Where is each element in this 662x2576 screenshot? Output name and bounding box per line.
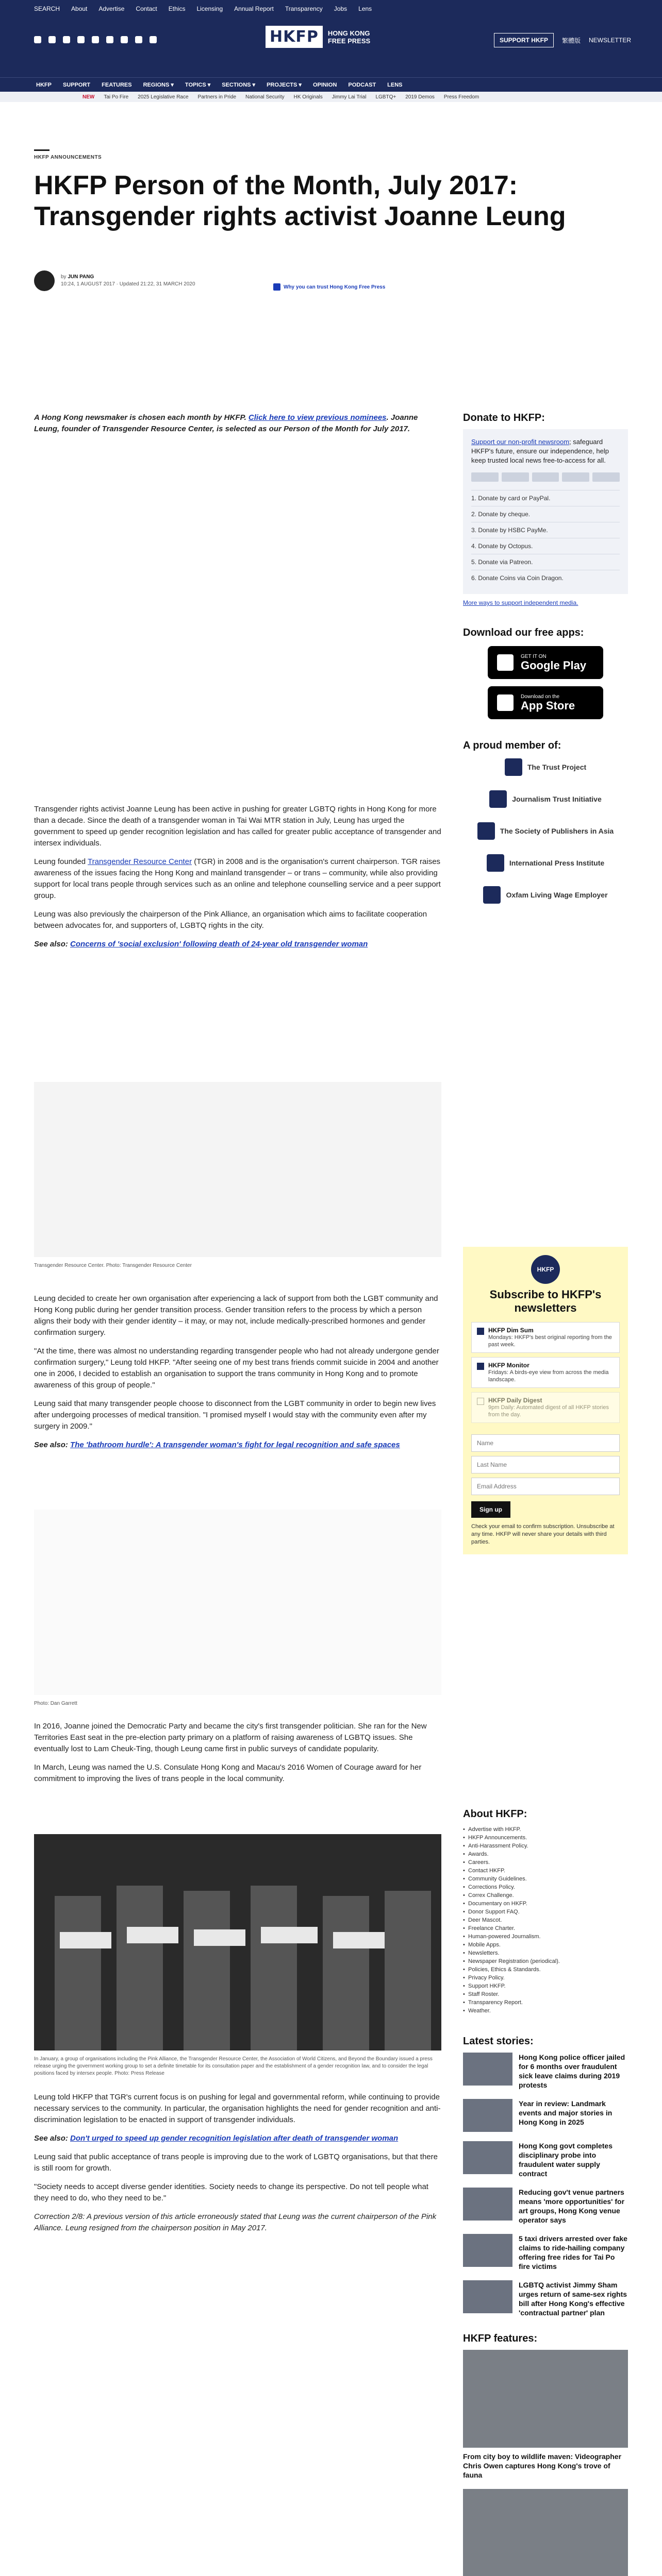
- telegram-icon[interactable]: [135, 36, 142, 43]
- member-logo[interactable]: [483, 885, 607, 905]
- checkbox[interactable]: [477, 1363, 484, 1370]
- photo-placard: [127, 1927, 178, 1943]
- language-switch[interactable]: 繁體版: [561, 37, 581, 44]
- badge-big: Google Play: [521, 658, 587, 672]
- mastodon-icon[interactable]: [150, 36, 157, 43]
- trending-bar: [0, 92, 662, 102]
- trending-item[interactable]: Partners in Pride: [197, 94, 237, 100]
- shield-icon: [273, 283, 280, 291]
- newsletter-desc: 9pm Daily: Automated digest of all HKFP stories from the day.: [488, 1404, 609, 1418]
- caption-1: Transgender Resource Center. Photo: Transgender Resource Center: [34, 1263, 192, 1268]
- nav-item-topics[interactable]: TOPICS ▾: [185, 82, 211, 88]
- see-also: [34, 939, 441, 950]
- paragraph: "At the time, there was almost no understanding regarding transgender people who had not already undergone gender confirmation surgery," Leung told HKFP. "After seeing one of my best trans friends commit suicide in 2004 and another one in 2006, I decided to establish an organisation to support the trans community in Hong Kong and to promote awareness of this group of people.": [34, 1347, 439, 1389]
- nav-item-regions[interactable]: REGIONS ▾: [143, 82, 174, 88]
- paragraph: [34, 856, 441, 902]
- about-item[interactable]: • Freelance Charter.: [463, 1924, 628, 1933]
- member-label: The Society of Publishers in Asia: [500, 827, 614, 835]
- paragraph: Leung told HKFP that TGR's current focus is on pushing for legal and governmental reform, while continuing to provide necessary services to the community. In particular, the organisation highlights the need for gender recognition and anti-discrimination legislation to be enacted in support of transgender individuals.: [34, 2093, 441, 2124]
- apps-title: Download our free apps:: [463, 627, 584, 638]
- story-thumbnail: [463, 2053, 512, 2086]
- donate-option[interactable]: 6. Donate Coins via Coin Dragon.: [471, 570, 620, 586]
- by-label: by: [61, 274, 68, 280]
- latest-title: Latest stories:: [463, 2036, 534, 2047]
- see-also-label: See also:: [34, 940, 68, 948]
- publish-dates: 10:24, 1 AUGUST 2017 · Updated 21:22, 31 MARCH 2020: [61, 281, 195, 287]
- caption-2: Photo: Dan Garrett: [34, 1701, 77, 1706]
- about-item[interactable]: • Corrections Policy.: [463, 1883, 628, 1891]
- article-section-2: [34, 1293, 441, 1458]
- about-item[interactable]: • Weather.: [463, 2007, 628, 2015]
- threads-icon[interactable]: [77, 36, 85, 43]
- feature-story[interactable]: [463, 2350, 628, 2480]
- byline-meta: [61, 274, 195, 288]
- category-kicker[interactable]: HKFP ANNOUNCEMENTS: [34, 155, 102, 160]
- about-item[interactable]: • Community Guidelines.: [463, 1875, 628, 1883]
- photo-person: [55, 1896, 101, 2050]
- main-nav: [0, 77, 662, 92]
- jti-icon: [489, 790, 507, 808]
- about-title: About HKFP:: [463, 1808, 527, 1820]
- donate-option[interactable]: 5. Donate via Patreon.: [471, 554, 620, 570]
- nav-item-opinion[interactable]: OPINION: [312, 81, 337, 88]
- photo-person: [323, 1896, 369, 2050]
- paragraph: Leung said that many transgender people choose to disconnect from the LGBT community in order to begin new lives after undergoing processes of medical transition. "I promised myself I would stay with the community even after my surgery in 2009.": [34, 1399, 436, 1431]
- about-item[interactable]: • Privacy Policy.: [463, 1974, 628, 1982]
- trending-item[interactable]: HK Originals: [293, 94, 323, 100]
- photo-placard: [333, 1932, 385, 1948]
- story-title[interactable]: Year in review: Landmark events and major stories in Hong Kong in 2025: [519, 2099, 613, 2126]
- photo-placard: [60, 1932, 111, 1948]
- newsletter-link[interactable]: NEWSLETTER: [588, 37, 631, 44]
- social-icons: [34, 36, 157, 43]
- about-item[interactable]: • Advertise with HKFP.: [463, 1825, 628, 1834]
- about-item[interactable]: • Awards.: [463, 1850, 628, 1858]
- tgr-logo-image: [34, 1082, 441, 1257]
- donate-options: [471, 490, 620, 586]
- about-item[interactable]: • Careers.: [463, 1858, 628, 1867]
- badge-small: GET IT ON: [521, 653, 547, 659]
- last-name-input[interactable]: [471, 1456, 620, 1473]
- trending-item[interactable]: Press Freedom: [443, 94, 479, 100]
- byline: [34, 270, 195, 291]
- donate-title: Donate to HKFP:: [463, 412, 545, 423]
- about-item[interactable]: • Support HKFP.: [463, 1982, 628, 1990]
- see-also: [34, 1439, 441, 1451]
- google-play-icon: [497, 654, 514, 671]
- visa-icon: [471, 472, 499, 482]
- see-also: [34, 2133, 441, 2144]
- bluesky-icon[interactable]: [121, 36, 128, 43]
- trust-badge[interactable]: [273, 283, 385, 291]
- newsletter-name: HKFP Daily Digest: [488, 1397, 542, 1404]
- contact-link[interactable]: Contact: [136, 5, 157, 12]
- features-title: HKFP features:: [463, 2333, 538, 2344]
- donate-option[interactable]: 4. Donate by Octopus.: [471, 538, 620, 554]
- signup-button[interactable]: Sign up: [471, 1501, 510, 1518]
- paragraph-text: (TGR) in 2008 and is the organisation's current chairperson. TGR raises awareness of the issues facing the Hong Kong and mainland transgender – or trans – community, while also providing support for local trans people through services such as an online and telephone counselling service and a peer support group.: [34, 857, 441, 900]
- linkedin-icon[interactable]: [106, 36, 113, 43]
- about-item[interactable]: • Transparency Report.: [463, 1998, 628, 2007]
- applepay-icon: [592, 472, 620, 482]
- story-title[interactable]: Reducing gov't venue partners means 'more opportunities' for art groups, Hong Kong venue operator says: [519, 2188, 625, 2224]
- trending-item[interactable]: 2025 Legislative Race: [138, 94, 189, 100]
- newsletter-desc: Fridays: A birds-eye view from across the media landscape.: [488, 1369, 609, 1383]
- email-input[interactable]: [471, 1478, 620, 1495]
- paragraph: In 2016, Joanne joined the Democratic Party and became the city's first transgender politician. She ran for the New Territories East seat in the pre-election party primary on a platform of raising awareness of LGBTQ issues. She eventually lost to Lam Cheuk-Ting, though Leung came first in public surveys of candidate popularity.: [34, 1722, 427, 1753]
- trust-project-icon: [505, 758, 522, 776]
- mastercard-icon: [502, 472, 529, 482]
- see-also-label: See also:: [34, 2134, 68, 2143]
- paragraph: Leung decided to create her own organisation after experiencing a lack of support from both the LGBT community and Hong Kong public during her gender transition process. Gender transition refers to the process by which a person aligns their body with their gender identity – it may, or may not, include medically-prescribed hormones and gender confirmation surgery.: [34, 1294, 438, 1337]
- logo-text: HONG KONG FREE PRESS: [327, 29, 371, 45]
- feature-thumbnail: [463, 2489, 628, 2576]
- previous-nominees-link[interactable]: Click here to view previous nominees: [248, 413, 387, 422]
- licensing-link[interactable]: Licensing: [196, 5, 223, 12]
- lens-link[interactable]: Lens: [358, 5, 372, 12]
- article-section-4: [34, 2092, 441, 2241]
- newsletter-name: HKFP Dim Sum: [488, 1327, 534, 1334]
- newsletter-box: [463, 1247, 628, 1554]
- page-title: HKFP Person of the Month, July 2017: Transgender rights activist Joanne Leung: [34, 171, 566, 231]
- article-section-1: [34, 804, 441, 957]
- paragraph: Transgender rights activist Joanne Leung has been active in pushing for greater LGBTQ rights in Hong Kong for more than a decade. Since the death of a transgender woman in Tai Wai MTR station in July, Leung has urged the government to speed up gender recognition legislation and has called for greater public acceptance of transgender and intersex individuals.: [34, 805, 441, 848]
- checkbox[interactable]: [477, 1328, 484, 1335]
- story-thumbnail: [463, 2280, 512, 2313]
- google-play-badge[interactable]: [488, 646, 603, 679]
- article-section-3: [34, 1721, 441, 1792]
- advertise-link[interactable]: Advertise: [98, 5, 125, 12]
- newsletter-option[interactable]: [471, 1357, 620, 1388]
- paragraph: "Society needs to accept diverse gender identities. Society needs to change its perspective. Do not tell people what they need to do, who they need to be.": [34, 2182, 428, 2202]
- oxfam-icon: [483, 886, 501, 904]
- member-label: International Press Institute: [509, 859, 605, 867]
- paypal-icon: [562, 472, 589, 482]
- nav-item-features[interactable]: FEATURES: [102, 81, 132, 88]
- youtube-icon[interactable]: [92, 36, 99, 43]
- instagram-icon[interactable]: [63, 36, 70, 43]
- member-label: The Trust Project: [527, 763, 587, 771]
- member-title: A proud member of:: [463, 740, 561, 751]
- leung-photo: [34, 1510, 441, 1695]
- about-item[interactable]: • Policies, Ethics & Standards.: [463, 1965, 628, 1974]
- utility-links: [34, 5, 372, 12]
- newsletter-desc: Mondays: HKFP's best original reporting from the past week.: [488, 1334, 612, 1348]
- payment-logos: [471, 472, 620, 482]
- donate-text-body: ; safeguard HKFP's future, ensure our independence, help keep trusted local news free-to-access for all.: [471, 438, 609, 464]
- nav-item-lens[interactable]: LENS: [387, 81, 403, 88]
- facebook-icon[interactable]: [34, 36, 41, 43]
- intro-paragraph: [34, 412, 441, 435]
- about-item[interactable]: • Contact HKFP.: [463, 1867, 628, 1875]
- trending-item[interactable]: LGBTQ+: [375, 94, 396, 100]
- member-label: Oxfam Living Wage Employer: [506, 891, 608, 899]
- ipi-icon: [487, 854, 504, 872]
- latest-story[interactable]: [463, 2053, 628, 2090]
- trending-item[interactable]: Jimmy Lai Trial: [332, 94, 367, 100]
- trending-item[interactable]: Tai Po Fire: [104, 94, 129, 100]
- sidebar-about: [463, 1808, 628, 2576]
- donate-text: [471, 437, 620, 465]
- see-also-link[interactable]: Concerns of 'social exclusion' following death of 24-year old transgender woman: [70, 940, 368, 948]
- paragraph: In March, Leung was named the U.S. Consulate Hong Kong and Macau's 2016 Women of Courage award for her commitment to improving the lives of trans people in the local community.: [34, 1763, 422, 1783]
- about-link[interactable]: About: [71, 5, 88, 12]
- amex-icon: [532, 472, 559, 482]
- jobs-link[interactable]: Jobs: [334, 5, 347, 12]
- article-intro: [34, 412, 441, 442]
- trust-label: Why you can trust Hong Kong Free Press: [284, 284, 386, 290]
- sidebar-newsletter: [463, 1247, 628, 1554]
- x-icon[interactable]: [48, 36, 56, 43]
- latest-story[interactable]: [463, 2280, 628, 2317]
- story-thumbnail: [463, 2141, 512, 2174]
- nav-item-projects[interactable]: PROJECTS ▾: [267, 82, 302, 88]
- author-avatar[interactable]: [34, 270, 55, 291]
- intro-rest: . Joanne Leung, founder of Transgender Resource Center, is selected as our Person of the Month for July 2017.: [34, 413, 418, 433]
- utility-actions: [494, 33, 631, 47]
- about-item[interactable]: • Newsletters.: [463, 1949, 628, 1957]
- sopa-icon: [477, 822, 495, 840]
- newsletter-option[interactable]: [471, 1392, 620, 1423]
- new-badge: NEW: [82, 94, 95, 100]
- latest-story[interactable]: [463, 2141, 628, 2178]
- donate-option[interactable]: 3. Donate by HSBC PayMe.: [471, 522, 620, 538]
- see-also-link[interactable]: The 'bathroom hurdle': A transgender woman's fight for legal recognition and safe spaces: [70, 1440, 400, 1449]
- member-logo[interactable]: [477, 821, 614, 841]
- author-name[interactable]: JUN PANG: [68, 274, 94, 280]
- more-ways-link[interactable]: More ways to support independent media.: [463, 599, 578, 606]
- about-item[interactable]: • Anti-Harassment Policy.: [463, 1842, 628, 1850]
- about-item[interactable]: • Newspaper Registration (periodical).: [463, 1957, 628, 1965]
- story-title[interactable]: Hong Kong police officer jailed for 6 months over fraudulent sick leave claims during 2019 protests: [519, 2053, 625, 2089]
- about-list: [463, 1825, 628, 2015]
- about-item[interactable]: • Correx Challenge.: [463, 1891, 628, 1900]
- photo-placard: [194, 1929, 245, 1946]
- photo-person: [251, 1886, 297, 2050]
- about-item[interactable]: • Human-powered Journalism.: [463, 1933, 628, 1941]
- press-conference-photo: [34, 1834, 441, 2050]
- trending-item[interactable]: National Security: [245, 94, 285, 100]
- member-logo[interactable]: [505, 757, 586, 777]
- donate-option[interactable]: 2. Donate by cheque.: [471, 506, 620, 522]
- nav-item-podcast[interactable]: PODCAST: [348, 81, 376, 88]
- donate-card: [463, 429, 628, 594]
- see-also-link[interactable]: Don't urged to speed up gender recognition legislation after death of transgender woman: [70, 2134, 399, 2143]
- apple-icon: [497, 694, 514, 711]
- paragraph: Leung said that public acceptance of trans people is improving due to the work of LGBTQ organisations, but that there is still room for growth.: [34, 2153, 438, 2173]
- caption-3: In January, a group of organisations including the Pink Alliance, the Transgender Resource Center, the Association of World Citizens, and Beyond the Boundary issued a press release urging the government working group to set a definite timetable for its consultation paper and the establishment of a gender recognition law, and to consider the legal positions faced by intersex people. Photo: Press Release: [34, 2056, 433, 2076]
- about-item[interactable]: • Deer Mascot.: [463, 1916, 628, 1924]
- logo-mark: HKFP: [266, 26, 323, 48]
- sidebar-donate: [463, 412, 628, 905]
- about-item[interactable]: • Mobile Apps.: [463, 1941, 628, 1949]
- intro-lead: A Hong Kong newsmaker is chosen each month by HKFP.: [34, 413, 246, 422]
- ethics-link[interactable]: Ethics: [168, 5, 186, 12]
- transparency-link[interactable]: Transparency: [285, 5, 323, 12]
- member-logo[interactable]: [489, 789, 602, 809]
- newsletter-name: HKFP Monitor: [488, 1362, 529, 1369]
- story-title[interactable]: 5 taxi drivers arrested over fake claims to ride-hailing company offering free rides for Tai Po fire victims: [519, 2234, 627, 2270]
- support-button[interactable]: SUPPORT HKFP: [494, 33, 554, 47]
- paragraph: Leung was also previously the chairperson of the Pink Alliance, an organisation which aims to facilitate cooperation between advocates for, and supporters of, LGBTQ rights in the city.: [34, 910, 427, 930]
- latest-story[interactable]: [463, 2099, 628, 2132]
- about-item[interactable]: • Documentary on HKFP.: [463, 1900, 628, 1908]
- newsletter-option[interactable]: [471, 1322, 620, 1353]
- nav-item-support[interactable]: SUPPORT: [62, 81, 91, 88]
- about-item[interactable]: • Donor Support FAQ.: [463, 1908, 628, 1916]
- about-item[interactable]: • Staff Roster.: [463, 1990, 628, 1998]
- feature-thumbnail: [463, 2350, 628, 2448]
- member-list: [463, 757, 628, 905]
- paragraph-text: Leung founded: [34, 857, 86, 866]
- feature-title[interactable]: From city boy to wildlife maven: Videographer Chris Owen captures Hong Kong's trove of fauna: [463, 2452, 622, 2479]
- first-name-input[interactable]: [471, 1434, 620, 1452]
- photo-person: [184, 1891, 230, 2050]
- trending-item[interactable]: 2019 Demos: [405, 94, 435, 100]
- tgr-link[interactable]: Transgender Resource Center: [88, 857, 192, 866]
- search-link[interactable]: SEARCH: [34, 5, 60, 12]
- story-title[interactable]: LGBTQ activist Jimmy Sham urges return of same-sex rights bill after Hong Kong's effective 'contractual partner' plan: [519, 2281, 627, 2317]
- badge-small: Download on the: [521, 693, 560, 700]
- newsletter-title: Subscribe to HKFP's newsletters: [489, 1288, 602, 1314]
- latest-story[interactable]: [463, 2188, 628, 2225]
- member-label: Journalism Trust Initiative: [512, 795, 602, 803]
- photo-person: [385, 1891, 431, 2050]
- hkfp-badge: HKFP: [531, 1255, 560, 1284]
- checkbox[interactable]: [477, 1398, 484, 1405]
- story-thumbnail: [463, 2234, 512, 2267]
- annual-report-link[interactable]: Annual Report: [234, 5, 274, 12]
- donate-option[interactable]: 1. Donate by card or PayPal.: [471, 490, 620, 506]
- feature-story[interactable]: [463, 2489, 628, 2576]
- see-also-label: See also:: [34, 1440, 68, 1449]
- story-thumbnail: [463, 2188, 512, 2221]
- story-title[interactable]: Hong Kong govt completes disciplinary probe into fraudulent water supply contract: [519, 2142, 613, 2178]
- utility-bar: [0, 0, 662, 77]
- about-item[interactable]: • HKFP Announcements.: [463, 1834, 628, 1842]
- correction-note: Correction 2/8: A previous version of this article erroneously stated that Leung was the current chairperson of the Pink Alliance. Leung resigned from the chairperson position in May 2017.: [34, 2212, 437, 2232]
- photo-person: [117, 1886, 163, 2050]
- site-logo[interactable]: [266, 26, 379, 48]
- member-logo[interactable]: [487, 853, 604, 873]
- latest-story[interactable]: [463, 2234, 628, 2271]
- story-thumbnail: [463, 2099, 512, 2132]
- support-newsroom-link[interactable]: Support our non-profit newsroom: [471, 438, 570, 446]
- nav-item-sections[interactable]: SECTIONS ▾: [222, 82, 256, 88]
- badge-big: App Store: [521, 699, 575, 712]
- app-store-badge[interactable]: [488, 686, 603, 719]
- newsletter-note: Check your email to confirm subscription. Unsubscribe at any time. HKFP will never share your details with third parties.: [471, 1523, 615, 1545]
- photo-placard: [261, 1927, 318, 1943]
- kicker-rule: [34, 149, 49, 151]
- nav-item-hkfp[interactable]: HKFP: [36, 81, 52, 88]
